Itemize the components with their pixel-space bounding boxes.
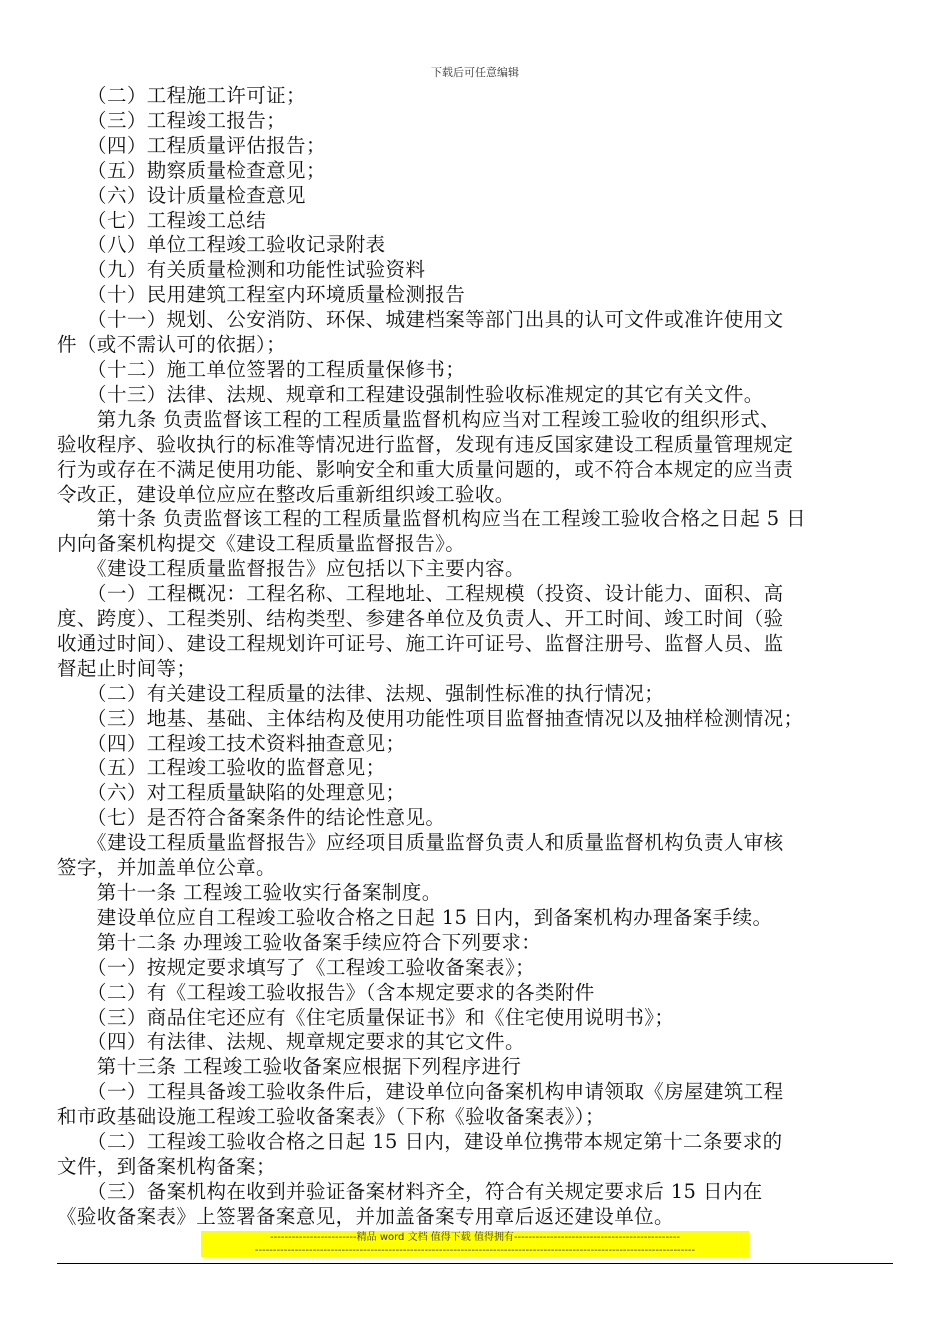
text-line: （二）有关建设工程质量的法律、法规、强制性标准的执行情况； (57, 681, 665, 705)
footer-banner-line2: -------------------------------------------------------------------------------------------------------------------------- (254, 1245, 696, 1256)
text-line: （七）工程竣工总结 (57, 208, 267, 232)
text-line: 收通过时间）、建设工程规划许可证号、施工许可证号、监督注册号、监督人员、监 (57, 631, 784, 655)
text-line: 督起止时间等； (57, 656, 197, 680)
text-line: （十三）法律、法规、规章和工程建设强制性验收标准规定的其它有关文件。 (57, 382, 764, 406)
text-line: （三）工程竣工报告； (57, 108, 287, 132)
text-line: （三）商品住宅还应有《住宅质量保证书》和《住宅使用说明书》； (57, 1005, 675, 1029)
text-line: 《建设工程质量监督报告》应经项目质量监督负责人和质量监督机构负责人审核 (57, 831, 784, 855)
text-line: 第十三条 工程竣工验收备案应根据下列程序进行 (57, 1055, 522, 1079)
text-line: （一）工程概况：工程名称、工程地址、工程规模（投资、设计能力、面积、高 (57, 582, 784, 606)
text-line: 内向备案机构提交《建设工程质量监督报告》。 (57, 532, 466, 556)
text-line: （八）单位工程竣工验收记录附表 (57, 233, 386, 257)
text-line: 文件，到备案机构备案； (57, 1154, 276, 1178)
text-line: 第十一条 工程竣工验收实行备案制度。 (57, 881, 442, 904)
text-line: 第九条 负责监督该工程的工程质量监督机构应当对工程竣工验收的组织形式、 (57, 407, 780, 431)
document-body (57, 84, 893, 1230)
text-line: （十二）施工单位签署的工程质量保修书； (57, 357, 466, 381)
text-line: （五）勘察质量检查意见； (57, 158, 326, 182)
text-line: （一）工程具备竣工验收条件后，建设单位向备案机构申请领取《房屋建筑工程 (57, 1080, 784, 1104)
footer-banner (201, 1231, 749, 1257)
text-line: （五）工程竣工验收的监督意见； (57, 756, 386, 780)
text-line: 和市政基础设施工程竣工验收备案表》（下称《验收备案表》）； (57, 1105, 605, 1129)
text-line: 《验收备案表》上签署备案意见，并加盖备案专用章后返还建设单位。 (57, 1204, 674, 1228)
text-line: 《建设工程质量监督报告》应包括以下主要内容。 (57, 557, 525, 581)
text-line: （九）有关质量检测和功能性试验资料 (57, 258, 426, 282)
text-line: 建设单位应自工程竣工验收合格之日起 15 日内，到备案机构办理备案手续。 (57, 905, 773, 929)
footer-banner-line1: ------------------------精品 word 文档 值得下载 值得拥有---------------------------------------------- (270, 1232, 680, 1243)
text-line: （六）设计质量检查意见 (57, 183, 306, 207)
text-line: （一）按规定要求填写了《工程竣工验收备案表》； (57, 955, 536, 979)
page-header: 下载后可任意编辑 (431, 66, 519, 79)
text-line: 令改正，建设单位应应在整改后重新组织竣工验收。 (57, 482, 515, 506)
text-line: （二）工程施工许可证； (57, 84, 306, 107)
text-line: （六）对工程质量缺陷的处理意见； (57, 781, 406, 805)
text-line: 验收程序、验收执行的标准等情况进行监督，发现有违反国家建设工程质量管理规定 (57, 432, 794, 456)
text-line: （四）有法律、法规、规章规定要求的其它文件。 (57, 1030, 525, 1054)
text-line: （十）民用建筑工程室内环境质量检测报告 (57, 283, 466, 307)
footer-divider (57, 1263, 893, 1264)
text-line: （二）有《工程竣工验收报告》（含本规定要求的各类附件 (57, 980, 595, 1004)
text-line: 件（或不需认可的依据）； (57, 333, 287, 357)
text-line: （三）地基、基础、主体结构及使用功能性项目监督抽查情况以及抽样检测情况； (57, 706, 804, 730)
text-line: 行为或存在不满足使用功能、影响安全和重大质量问题的，或不符合本规定的应当责 (57, 457, 794, 481)
text-line: 第十二条 办理竣工验收备案手续应符合下列要求： (57, 930, 542, 954)
text-line: 签字，并加盖单位公章。 (57, 856, 276, 880)
text-line: （四）工程质量评估报告； (57, 133, 326, 157)
text-line: 度、跨度）、工程类别、结构类型、参建各单位及负责人、开工时间、竣工时间（验 (57, 607, 784, 631)
text-line: （四）工程竣工技术资料抽查意见； (57, 731, 406, 755)
text-line: （三）备案机构在收到并验证备案材料齐全，符合有关规定要求后 15 日内在 (57, 1179, 763, 1203)
text-line: （十一）规划、公安消防、环保、城建档案等部门出具的认可文件或准许使用文 (57, 308, 784, 332)
text-line: 第十条 负责监督该工程的工程质量监督机构应当在工程竣工验收合格之日起 5 日 (57, 507, 807, 531)
text-line: （二）工程竣工验收合格之日起 15 日内，建设单位携带本规定第十二条要求的 (57, 1130, 783, 1154)
text-line: （七）是否符合备案条件的结论性意见。 (57, 806, 446, 830)
